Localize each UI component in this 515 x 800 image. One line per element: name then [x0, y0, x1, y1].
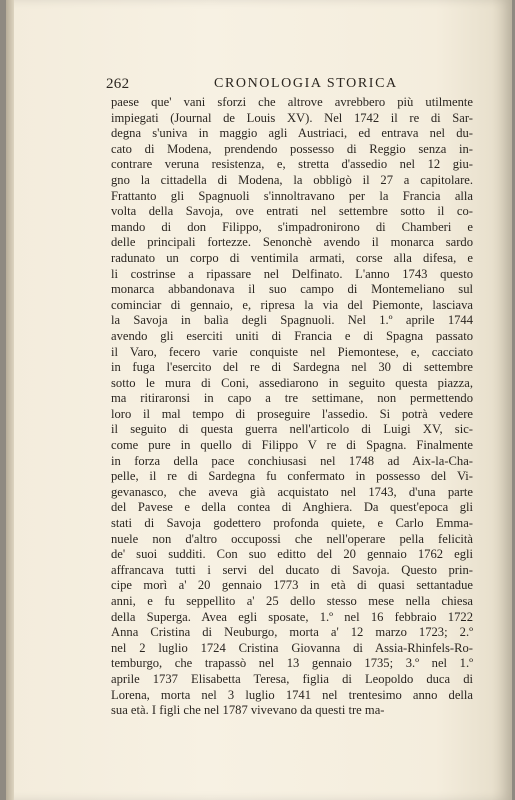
text-line: impiegati (Journal de Louis XV). Nel 1742 il re di Sar-: [111, 110, 473, 125]
text-line: cipe morì a' 20 gennaio 1773 in età di quasi settantadue: [111, 578, 473, 593]
text-line: la Savoja in balìa degli Spagnuoli. Nel 1.º aprile 1744: [111, 313, 473, 328]
text-line: avendo gli eserciti uniti di Francia e di Spagna passato: [111, 328, 473, 343]
page-header: [106, 76, 478, 94]
text-line: gno la cittadella di Modena, la obbligò il 27 a capitolare.: [111, 172, 473, 187]
text-line: affrancava tutti i servi del ducato di Savoja. Questo prin-: [111, 562, 473, 577]
text-line: monarca abbandonava il suo campo di Montemeliano sul: [111, 282, 473, 297]
text-line: Frattanto gli Spagnuoli s'innoltravano per la Francia alla: [111, 188, 473, 203]
text-line: mando di don Filippo, s'impadronirono di Chamberi e: [111, 219, 473, 234]
text-line: in fuga l'esercito del re di Sardegna nel 30 di settembre: [111, 360, 473, 375]
book-page: [6, 0, 512, 800]
text-line: volta della Savoja, ove entrati nel settembre sotto il co-: [111, 204, 473, 219]
running-head: CRONOLOGIA STORICA: [214, 76, 398, 91]
text-line: sotto le mura di Coni, assediarono in seguito questa piazza,: [111, 375, 473, 390]
text-line: delle principali fortezze. Senonchè avendo il monarca sardo: [111, 235, 473, 250]
text-line: radunato un corpo di ventimila armati, corse alla difesa, e: [111, 250, 473, 265]
text-line: aprile 1737 Elisabetta Teresa, figlia di Leopoldo duca di: [111, 671, 473, 686]
text-line: in forza della pace conchiusasi nel 1748 ad Aix-la-Cha-: [111, 453, 473, 468]
page-number: 262: [106, 76, 130, 92]
text-line: temburgo, che trapassò nel 13 gennaio 1735; 3.º nel 1.º: [111, 656, 473, 671]
text-line: loro il mal tempo di proseguire l'assedio. Si potrà vedere: [111, 406, 473, 421]
text-line: cato di Modena, prendendo possesso di Reggio senza in-: [111, 141, 473, 156]
text-line: gevanasco, che aveva già acquistato nel 1743, d'una parte: [111, 484, 473, 499]
text-line: del Pavese e della contea di Anghiera. Da quest'epoca gli: [111, 500, 473, 515]
text-line: contrare veruna resistenza, e, stretta d'assedio nel 12 giu-: [111, 157, 473, 172]
text-line: anni, e fu seppellito a' 25 dello stesso mese nella chiesa: [111, 594, 473, 608]
text-line: nel 2 luglio 1724 Cristina Giovanna di Assia-Rhinfels-Ro-: [111, 640, 473, 655]
text-line: come pure in quello di Filippo V re di Spagna. Finalmente: [111, 438, 473, 453]
text-line: pelle, il re di Sardegna fu confermato in possesso del Vi-: [111, 469, 473, 484]
text-line: della Superga. Avea egli sposate, 1.º nel 16 febbraio 1722: [111, 609, 473, 624]
text-line: sua età. I figli che nel 1787 vivevano da questi tre ma-: [111, 703, 385, 718]
text-line: stati di Savoja godettero profonda quiete, e Carlo Emma-: [111, 516, 473, 531]
body-text: [111, 95, 473, 719]
text-line: il Varo, fecero varie conquiste nel Piemontese, e, cacciato: [111, 344, 473, 359]
text-line: Anna Cristina di Neuburgo, morta a' 12 marzo 1723; 2.º: [111, 625, 473, 640]
text-line: ma ritiraronsi in capo a tre settimane, non permettendo: [111, 391, 473, 406]
text-line: li costrinse a ripassare nel Delfinato. L'anno 1743 questo: [111, 266, 473, 281]
text-line: il seguito di questa guerra nell'articolo di Luigi XV, sic-: [111, 422, 473, 437]
text-line: Lorena, morta nel 3 luglio 1741 nel trentesimo anno della: [111, 687, 473, 702]
text-line: cominciar di gennaio, e, ripresa la via del Piemonte, lasciava: [111, 297, 473, 312]
text-line: de' suoi sudditi. Con suo editto del 20 gennaio 1762 egli: [111, 547, 473, 562]
text-line: nuele non d'altro occupossi che nell'operare pella felicità: [111, 531, 473, 546]
text-line: paese que' vani sforzi che altrove avrebbero più utilmente: [111, 95, 473, 109]
page-gutter: [6, 0, 14, 800]
text-line: degna s'univa in maggio agli Austriaci, ed entrava nel du-: [111, 126, 473, 141]
